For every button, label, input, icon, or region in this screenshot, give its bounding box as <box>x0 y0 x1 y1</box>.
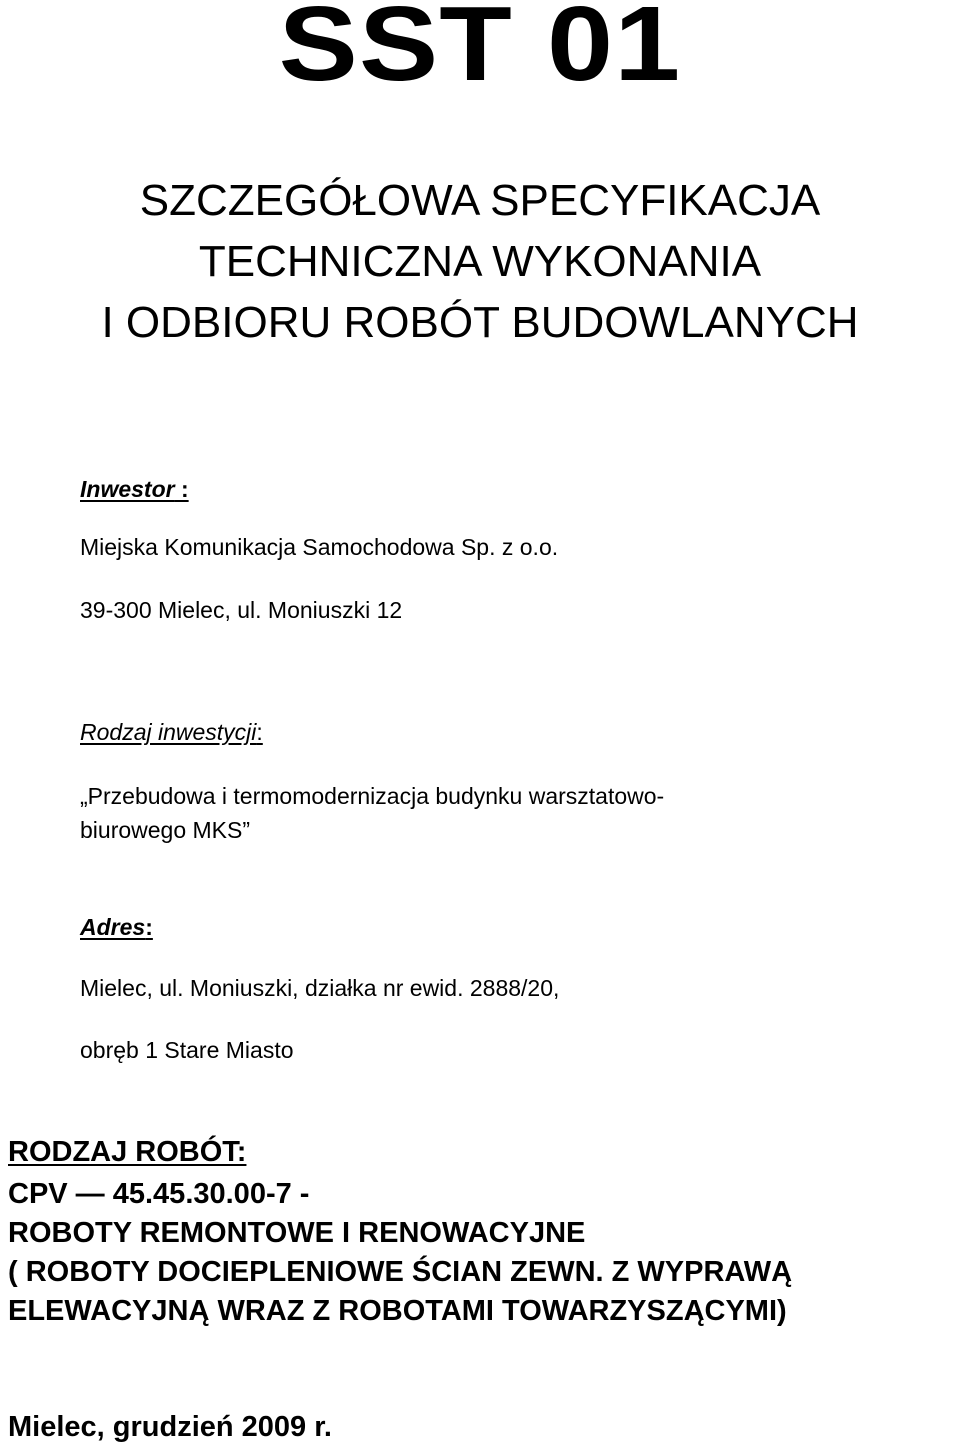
investor-label-colon: : <box>174 476 189 502</box>
place-date: Mielec, grudzień 2009 r. <box>8 1411 332 1443</box>
title-line-1: SZCZEGÓŁOWA SPECYFIKACJA <box>139 176 821 225</box>
address-label <box>80 916 153 939</box>
investment-type-label-colon: : <box>256 719 263 745</box>
works-line-3: ELEWACYJNĄ WRAZ Z ROBOTAMI TOWARZYSZĄCYMI) <box>8 1295 787 1327</box>
address-line-1: Mielec, ul. Moniuszki, działka nr ewid. 2888/20, <box>80 975 560 1001</box>
document-code: SST 01 <box>278 0 682 103</box>
works-cpv: CPV — 45.45.30.00-7 - <box>8 1178 310 1210</box>
investor-label <box>80 478 189 501</box>
investment-type-line-1: „Przebudowa i termomodernizacja budynku warsztatowo- <box>80 783 665 809</box>
address-label-colon: : <box>145 914 153 940</box>
investor-label-text: Inwestor <box>80 476 175 502</box>
investment-type-line-2: biurowego MKS” <box>80 817 251 843</box>
works-line-2: ( ROBOTY DOCIEPLENIOWE ŚCIAN ZEWN. Z WYPRAWĄ <box>8 1256 793 1288</box>
investment-type-label <box>80 721 263 744</box>
address-label-text: Adres <box>80 914 146 940</box>
works-heading: RODZAJ ROBÓT: <box>8 1136 247 1168</box>
investor-address: 39-300 Mielec, ul. Moniuszki 12 <box>80 597 403 623</box>
works-line-1: ROBOTY REMONTOWE I RENOWACYJNE <box>8 1217 586 1249</box>
address-line-2: obręb 1 Stare Miasto <box>80 1037 294 1063</box>
investment-type-label-text: Rodzaj inwestycji <box>80 719 257 745</box>
investor-name: Miejska Komunikacja Samochodowa Sp. z o.o. <box>80 534 559 560</box>
title-line-2: TECHNICZNA WYKONANIA <box>198 237 762 286</box>
title-line-3: I ODBIORU ROBÓT BUDOWLANYCH <box>101 298 859 347</box>
